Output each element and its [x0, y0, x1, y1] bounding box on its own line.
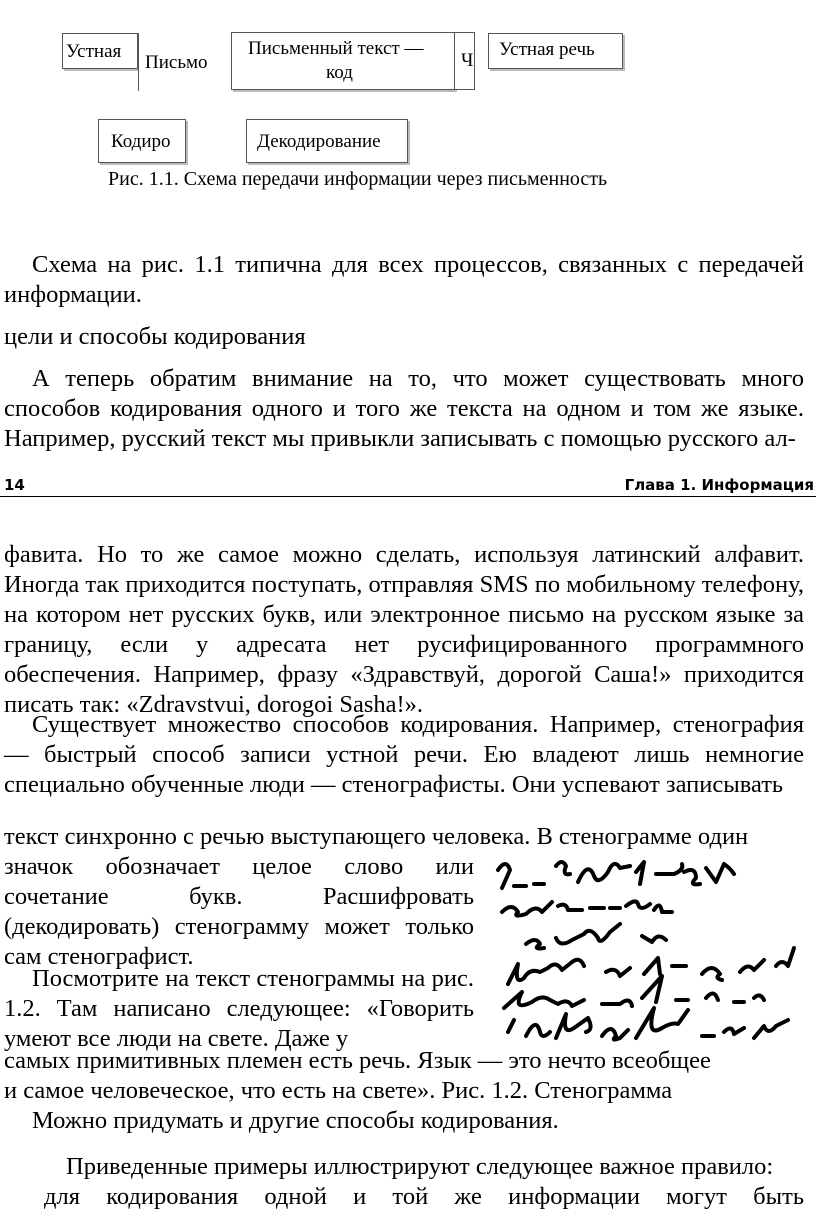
- page-number: 14: [4, 476, 25, 494]
- diagram-label-written-text: Письменный текст —: [248, 38, 424, 59]
- paragraph-stenography: Существует множество способов кодирования. Например, стенография — быстрый способ записи устной речи. Ею владеют лишь немногие специально обученные люди — стенографисты. Они успевают записывать: [4, 711, 804, 798]
- paragraph-look-at-shorthand: Посмотрите на текст стенограммы на рис. 1.2. Там написано следующее: «Говорить умеют все люди на свете. Даже у: [4, 965, 474, 1052]
- diagram-box-written-text-code: [231, 32, 455, 90]
- text-line-same-information: для кодирования одной и той же информации могут быть: [44, 1183, 804, 1210]
- paragraph-sign-meaning: значок обозначает целое слово или сочетание букв. Расшифровать (декодировать) стенограмму может только сам стенографист.: [4, 853, 474, 970]
- paragraph-scheme-typical: Схема на рис. 1.1 типична для всех процессов, связанных с передачей информации.: [4, 251, 804, 308]
- shorthand-image: [486, 848, 806, 1048]
- diagram-box-decoding: [246, 119, 408, 163]
- diagram-box-reading: [455, 32, 475, 90]
- figure-caption: Рис. 1.1. Схема передачи информации через письменность: [108, 168, 608, 190]
- paragraph-latin-alphabet: фавита. Но то же самое можно сделать, используя латинский алфавит. Иногда так приходится поступать, отправляя SMS по мобильному телефону, на котором нет русских букв, или электронное письмо на русском языке за границу, если у адресата нет русифицированного программного обеспечения. Например, фразу «Здравствуй, дорогой Саша!» приходится писать так: «Zdravstvui, dorogoi Sasha!».: [4, 541, 804, 718]
- diagram-label-oral-speech-left: Устная: [66, 41, 122, 62]
- diagram-label-writing: Письмо: [145, 52, 208, 73]
- text-line-synchronous: текст синхронно с речью выступающего человека. В стенограмме один: [4, 823, 749, 850]
- footer-rule: [0, 496, 816, 497]
- text-line-other-ways: Можно придумать и другие способы кодирования.: [32, 1107, 559, 1134]
- diagram-box-encoding: [98, 119, 186, 163]
- diagram-label-decoding: Декодирование: [257, 131, 381, 152]
- diagram-label-oral-speech-right: Устная речь: [499, 39, 595, 60]
- text-line-examples-rule: Приведенные примеры иллюстрируют следующее важное правило:: [66, 1153, 774, 1180]
- text-line-human-thing: и самое человеческое, что есть на свете». Рис. 1.2. Стенограмма: [4, 1077, 673, 1104]
- text-line-primitive-tribes: самых примитивных племен есть речь. Язык — это нечто всеобщее: [4, 1047, 711, 1074]
- diagram-label-encoding: Кодиро: [111, 131, 171, 152]
- paragraph-many-ways: А теперь обратим внимание на то, что может существовать много способов кодирования одного и того же текста на одном и том же языке. Например, русский текст мы привыкли записывать с помощью русского ал-: [4, 365, 804, 452]
- diagram-label-reading: Ч: [461, 50, 474, 71]
- diagram-box-writing: [138, 33, 228, 91]
- section-heading: цели и способы кодирования: [4, 323, 306, 350]
- diagram-box-oral-speech-left: [62, 33, 138, 69]
- chapter-title: Глава 1. Информация: [624, 476, 814, 494]
- diagram-box-oral-speech-right: [488, 33, 623, 69]
- diagram-label-code: код: [326, 62, 353, 83]
